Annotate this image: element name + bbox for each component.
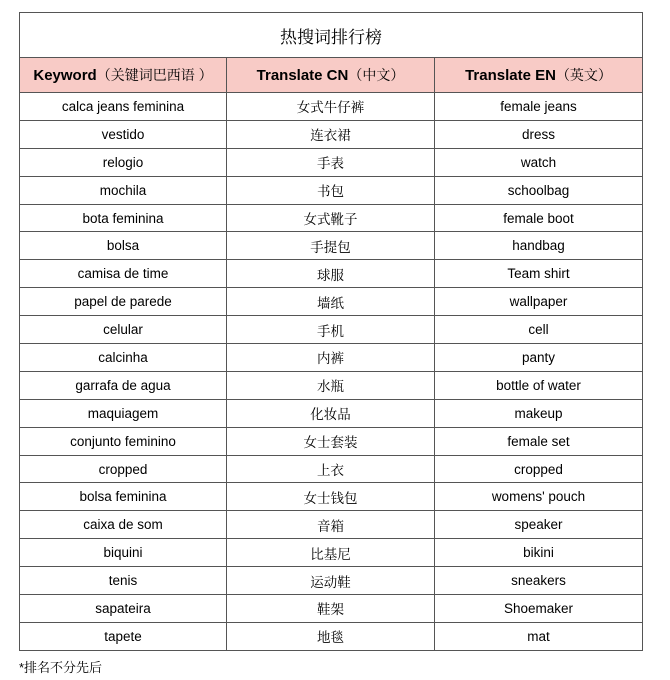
table-row — [20, 260, 643, 288]
header-en: Keyword — [33, 67, 97, 84]
translate-cn-cell: 音箱 — [227, 511, 435, 539]
keyword-cell: conjunto feminino — [20, 427, 227, 455]
table-row — [20, 93, 643, 121]
translate-cn-cell: 比基尼 — [227, 539, 435, 567]
translate-cn-cell: 球服 — [227, 260, 435, 288]
translate-en-cell: bottle of water — [435, 371, 643, 399]
translate-cn-cell: 手表 — [227, 148, 435, 176]
footnote: *排名不分先后 — [19, 660, 103, 675]
header-cn: （中文） — [348, 67, 405, 83]
translate-en-cell: panty — [435, 344, 643, 372]
translate-en-cell: womens' pouch — [435, 483, 643, 511]
translate-en-cell: wallpaper — [435, 288, 643, 316]
table-row — [20, 399, 643, 427]
table-row — [20, 316, 643, 344]
keyword-cell: maquiagem — [20, 399, 227, 427]
table-row — [20, 120, 643, 148]
table-row — [20, 176, 643, 204]
keyword-cell: tenis — [20, 567, 227, 595]
translate-cn-cell: 女士套装 — [227, 427, 435, 455]
translate-cn-cell: 书包 — [227, 176, 435, 204]
table-row — [20, 204, 643, 232]
header-en: Translate CN — [256, 67, 349, 84]
table-row — [20, 232, 643, 260]
translate-cn-cell: 女式牛仔裤 — [227, 93, 435, 121]
header-cn: （关键词巴西语 ） — [96, 67, 213, 83]
column-header-translate-cn — [227, 58, 435, 93]
keyword-cell: bolsa — [20, 232, 227, 260]
translate-cn-cell: 女式靴子 — [227, 204, 435, 232]
translate-en-cell: cropped — [435, 455, 643, 483]
table-row — [20, 539, 643, 567]
table-row — [20, 344, 643, 372]
header-cn: （英文） — [555, 67, 612, 83]
translate-en-cell: speaker — [435, 511, 643, 539]
translate-en-cell: bikini — [435, 539, 643, 567]
keyword-cell: bolsa feminina — [20, 483, 227, 511]
table-row — [20, 483, 643, 511]
hot-search-table — [19, 12, 643, 651]
translate-cn-cell: 手机 — [227, 316, 435, 344]
table-row — [20, 567, 643, 595]
translate-en-cell: female boot — [435, 204, 643, 232]
keyword-cell: calcinha — [20, 344, 227, 372]
translate-cn-cell: 墙纸 — [227, 288, 435, 316]
keyword-cell: celular — [20, 316, 227, 344]
translate-en-cell: female set — [435, 427, 643, 455]
table-row — [20, 622, 643, 650]
keyword-cell: caixa de som — [20, 511, 227, 539]
keyword-cell: bota feminina — [20, 204, 227, 232]
column-header-translate-en — [435, 58, 643, 93]
translate-en-cell: schoolbag — [435, 176, 643, 204]
keyword-cell: vestido — [20, 120, 227, 148]
keyword-cell: mochila — [20, 176, 227, 204]
translate-en-cell: dress — [435, 120, 643, 148]
translate-en-cell: mat — [435, 622, 643, 650]
translate-en-cell: cell — [435, 316, 643, 344]
translate-cn-cell: 化妆品 — [227, 399, 435, 427]
table-row — [20, 148, 643, 176]
translate-cn-cell: 水瓶 — [227, 371, 435, 399]
keyword-cell: cropped — [20, 455, 227, 483]
header-en: Translate EN — [465, 67, 556, 84]
ranking-table-container — [19, 12, 642, 651]
table-row — [20, 288, 643, 316]
table-row — [20, 371, 643, 399]
keyword-cell: tapete — [20, 622, 227, 650]
translate-cn-cell: 上衣 — [227, 455, 435, 483]
translate-en-cell: makeup — [435, 399, 643, 427]
translate-cn-cell: 手提包 — [227, 232, 435, 260]
translate-cn-cell: 运动鞋 — [227, 567, 435, 595]
keyword-cell: camisa de time — [20, 260, 227, 288]
table-row — [20, 595, 643, 623]
table-row — [20, 455, 643, 483]
translate-en-cell: Team shirt — [435, 260, 643, 288]
column-header-keyword — [20, 58, 227, 93]
table-row — [20, 511, 643, 539]
keyword-cell: calca jeans feminina — [20, 93, 227, 121]
translate-en-cell: sneakers — [435, 567, 643, 595]
translate-en-cell: watch — [435, 148, 643, 176]
translate-cn-cell: 女士钱包 — [227, 483, 435, 511]
keyword-cell: sapateira — [20, 595, 227, 623]
translate-en-cell: handbag — [435, 232, 643, 260]
translate-cn-cell: 内裤 — [227, 344, 435, 372]
table-row — [20, 427, 643, 455]
table-title: 热搜词排行榜 — [20, 13, 643, 58]
keyword-cell: papel de parede — [20, 288, 227, 316]
translate-cn-cell: 连衣裙 — [227, 120, 435, 148]
translate-en-cell: Shoemaker — [435, 595, 643, 623]
keyword-cell: relogio — [20, 148, 227, 176]
translate-cn-cell: 鞋架 — [227, 595, 435, 623]
translate-cn-cell: 地毯 — [227, 622, 435, 650]
keyword-cell: biquini — [20, 539, 227, 567]
keyword-cell: garrafa de agua — [20, 371, 227, 399]
translate-en-cell: female jeans — [435, 93, 643, 121]
